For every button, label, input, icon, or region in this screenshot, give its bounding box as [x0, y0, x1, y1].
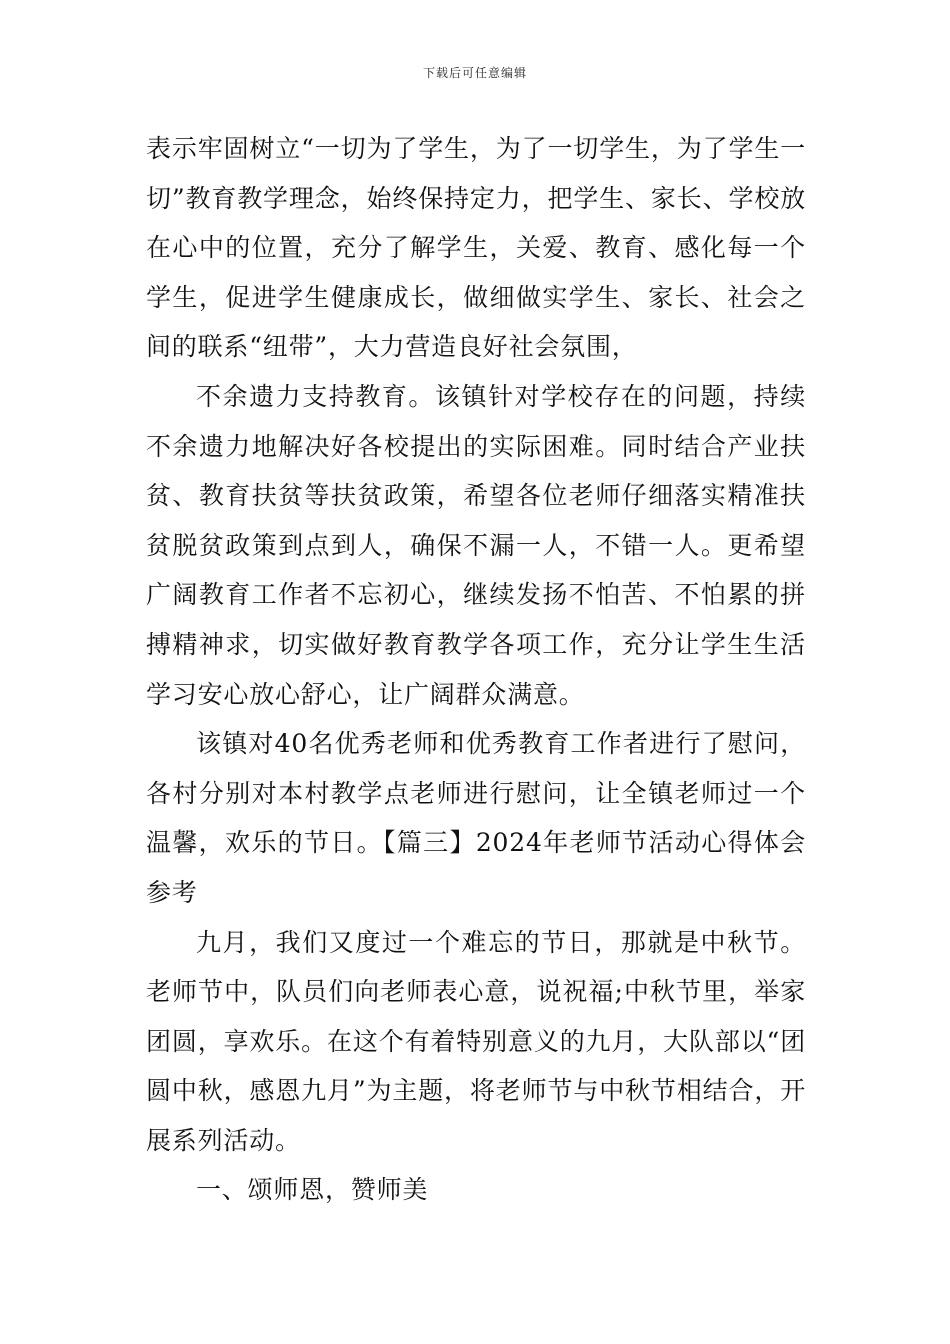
page-header: 下载后可任意编辑: [422, 66, 527, 80]
section-heading: 一、颂师恩，赞师美: [196, 1175, 429, 1205]
paragraph-teacher-visits: 该镇对40名优秀老师和优秀教育工作者进行了慰问，各村分别对本村教学点老师进行慰问，让全镇老师过一个温馨，欢乐的节日。【篇三】2024年老师节活动心得体会参考: [146, 729, 806, 907]
paragraph-continuation: 表示牢固树立“一切为了学生，为了一切学生，为了学生一切”教育教学理念，始终保持定力，把学生、家长、学校放在心中的位置，充分了解学生，关爱、教育、感化每一个学生，促进学生健康成长，做细做实学生、家长、社会之间的联系“纽带”，大力营造良好社会氛围，: [146, 134, 806, 362]
document-body: [146, 124, 806, 1215]
paragraph-september: 九月，我们又度过一个难忘的节日，那就是中秋节。老师节中，队员们向老师表心意，说祝福;中秋节里，举家团圆，享欢乐。在这个有着特别意义的九月，大队部以“团圆中秋，感恩九月”为主题，将老师节与中秋节相结合，开展系列活动。: [146, 927, 806, 1155]
paragraph-support-education: 不余遗力支持教育。该镇针对学校存在的问题，持续不余遗力地解决好各校提出的实际困难。同时结合产业扶贫、教育扶贫等扶贫政策，希望各位老师仔细落实精准扶贫脱贫政策到点到人，确保不漏一人，不错一人。更希望广阔教育工作者不忘初心，继续发扬不怕苦、不怕累的拼搏精神求，切实做好教育教学各项工作，充分让学生生活学习安心放心舒心，让广阔群众满意。: [146, 381, 806, 709]
